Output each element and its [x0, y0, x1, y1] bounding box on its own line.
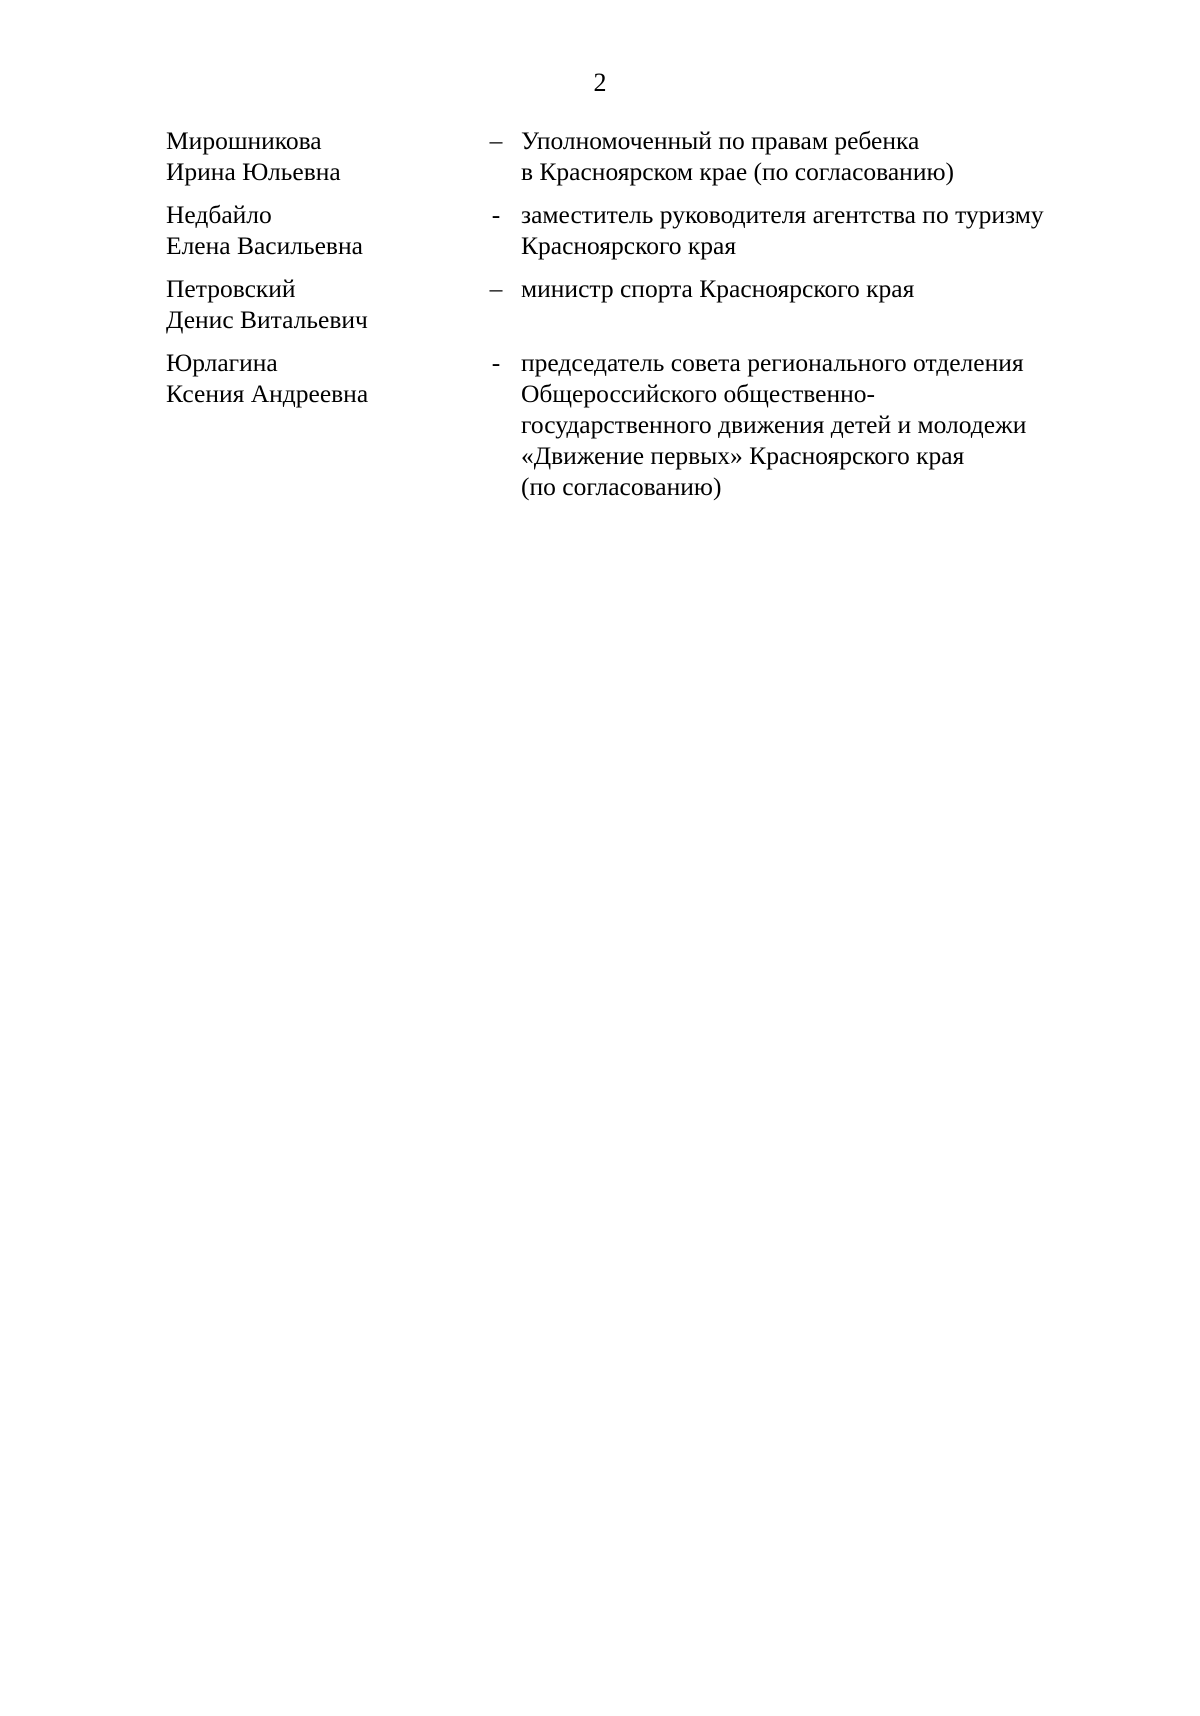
member-entry [166, 125, 1126, 187]
member-role [521, 125, 1126, 187]
member-entry [166, 199, 1126, 261]
member-role-line: государственного движения детей и молодежи [521, 410, 1027, 439]
member-entry [166, 273, 1126, 335]
page-number: 2 [593, 68, 607, 97]
member-role-line: «Движение первых» Красноярского края [521, 441, 965, 470]
member-role [521, 347, 1126, 502]
member-name [166, 125, 471, 187]
separator-dash: - [491, 200, 501, 229]
separator-dash: – [489, 274, 503, 303]
member-role-line: министр спорта Красноярского края [521, 274, 915, 303]
member-given-names: Денис Витальевич [166, 305, 368, 334]
member-role-line: Красноярского края [521, 231, 737, 260]
separator-dash: – [489, 126, 503, 155]
member-role-line: заместитель руководителя агентства по туризму [521, 200, 1044, 229]
member-role-line: председатель совета регионального отделения [521, 348, 1024, 377]
member-name [166, 199, 471, 261]
member-given-names: Ирина Юльевна [166, 157, 341, 186]
member-role-line: в Красноярском крае (по согласованию) [521, 157, 955, 186]
member-role-line: (по согласованию) [521, 472, 722, 501]
member-surname: Юрлагина [166, 348, 278, 377]
member-surname: Недбайло [166, 200, 272, 229]
member-entry [166, 347, 1126, 502]
member-given-names: Ксения Андреевна [166, 379, 369, 408]
member-surname: Мирошникова [166, 126, 322, 155]
member-given-names: Елена Васильевна [166, 231, 363, 260]
member-surname: Петровский [166, 274, 296, 303]
member-role-line: Общероссийского общественно- [521, 379, 876, 408]
member-name [166, 347, 471, 409]
member-role-line: Уполномоченный по правам ребенка [521, 126, 920, 155]
separator-dash: - [491, 348, 501, 377]
member-name [166, 273, 471, 335]
member-role [521, 199, 1126, 261]
member-role [521, 273, 1126, 304]
member-roster [166, 125, 1126, 514]
